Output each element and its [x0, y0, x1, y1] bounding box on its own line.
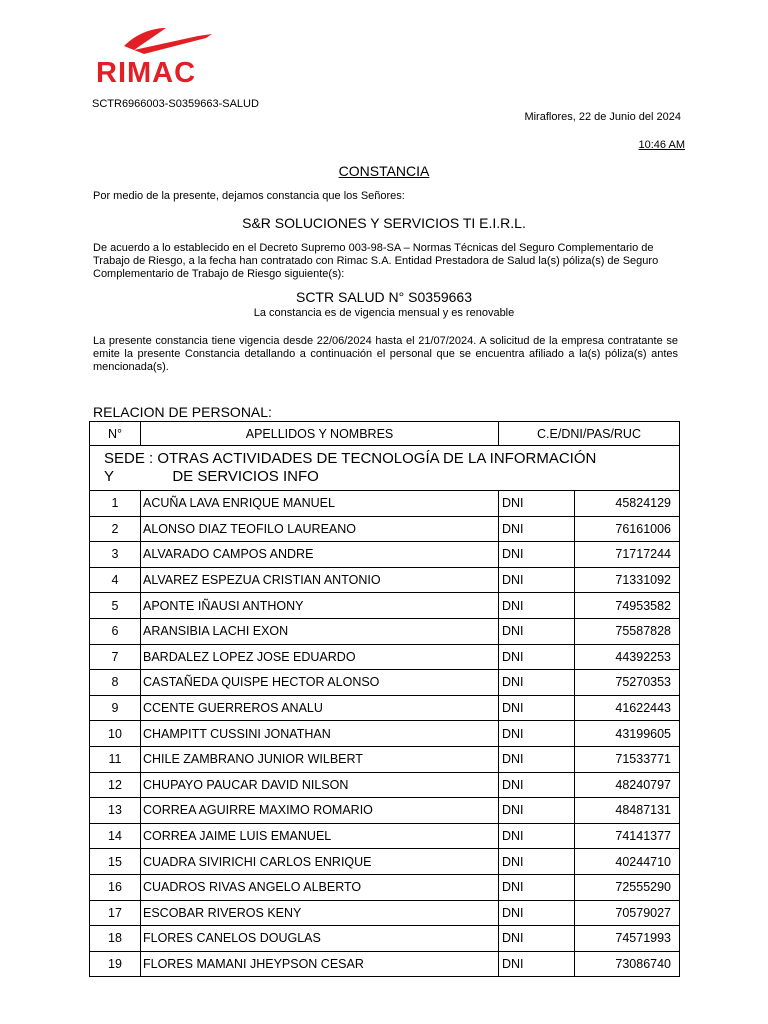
row-doc-id: 48487131 — [575, 798, 680, 824]
row-number: 8 — [90, 670, 141, 696]
row-doc-type: DNI — [499, 516, 575, 542]
row-name: FLORES MAMANI JHEYPSON CESAR — [141, 951, 499, 977]
relacion-label: RELACION DE PERSONAL: — [93, 404, 272, 420]
document-code: SCTR6966003-S0359663-SALUD — [92, 98, 259, 110]
row-doc-type: DNI — [499, 593, 575, 619]
row-number: 16 — [90, 874, 141, 900]
row-number: 12 — [90, 772, 141, 798]
row-doc-type: DNI — [499, 772, 575, 798]
row-doc-id: 72555290 — [575, 874, 680, 900]
row-number: 1 — [90, 491, 141, 517]
row-doc-type: DNI — [499, 644, 575, 670]
row-doc-type: DNI — [499, 926, 575, 952]
row-name: ACUÑA LAVA ENRIQUE MANUEL — [141, 491, 499, 517]
policy-number: SCTR SALUD N° S0359663 — [295, 289, 472, 305]
table-row — [90, 772, 680, 798]
row-doc-id: 73086740 — [575, 951, 680, 977]
header-name: APELLIDOS Y NOMBRES — [141, 422, 499, 446]
row-doc-type: DNI — [499, 900, 575, 926]
row-number: 10 — [90, 721, 141, 747]
header-num: N° — [90, 422, 141, 446]
row-doc-id: 71331092 — [575, 567, 680, 593]
row-doc-type: DNI — [499, 951, 575, 977]
row-number: 11 — [90, 746, 141, 772]
row-doc-id: 71533771 — [575, 746, 680, 772]
row-name: CCENTE GUERREROS ANALU — [141, 695, 499, 721]
row-number: 9 — [90, 695, 141, 721]
row-number: 14 — [90, 823, 141, 849]
row-name: ALVARADO CAMPOS ANDRE — [141, 542, 499, 568]
vigencia-note: La constancia es de vigencia mensual y es renovable — [253, 307, 515, 319]
row-number: 13 — [90, 798, 141, 824]
row-doc-id: 41622443 — [575, 695, 680, 721]
row-name: ESCOBAR RIVEROS KENY — [141, 900, 499, 926]
row-doc-type: DNI — [499, 746, 575, 772]
table-row — [90, 644, 680, 670]
row-doc-type: DNI — [499, 721, 575, 747]
row-doc-type: DNI — [499, 849, 575, 875]
table-row — [90, 926, 680, 952]
logo-wordmark: RIMAC — [96, 57, 197, 88]
table-row — [90, 695, 680, 721]
row-name: APONTE IÑAUSI ANTHONY — [141, 593, 499, 619]
row-name: ARANSIBIA LACHI EXON — [141, 618, 499, 644]
issue-time: 10:46 AM — [638, 139, 685, 151]
row-doc-type: DNI — [499, 618, 575, 644]
sede-label: SEDE : OTRAS ACTIVIDADES DE TECNOLOGÍA DE LA INFORMACIÓN Y DE SERVICIOS INFO — [104, 450, 597, 485]
table-row — [90, 874, 680, 900]
logo-swoosh-icon — [124, 28, 212, 54]
row-doc-id: 45824129 — [575, 491, 680, 517]
row-doc-id: 75270353 — [575, 670, 680, 696]
row-number: 19 — [90, 951, 141, 977]
legal-text: De acuerdo a lo establecido en el Decreto Supremo 003-98-SA – Normas Técnicas del Seguro Complementario de Trabajo de Riesgo, a la fecha han contratado con Rimac S.A. Entidad Prestadora de Salud la(s) póliza(s) de Seguro Complementario de Trabajo de Riesgo siguiente(s): — [93, 242, 659, 280]
row-name: CUADROS RIVAS ANGELO ALBERTO — [141, 874, 499, 900]
row-doc-type: DNI — [499, 491, 575, 517]
row-doc-id: 43199605 — [575, 721, 680, 747]
row-doc-type: DNI — [499, 695, 575, 721]
row-doc-id: 48240797 — [575, 772, 680, 798]
row-doc-id: 71717244 — [575, 542, 680, 568]
table-header-row — [90, 422, 680, 446]
row-number: 5 — [90, 593, 141, 619]
row-doc-id: 74953582 — [575, 593, 680, 619]
table-row — [90, 849, 680, 875]
validity-text: La presente constancia tiene vigencia desde 22/06/2024 hasta el 21/07/2024. A solicitud de la empresa contratante se emite la presente Constancia detallando a continuación el personal que se encuentra afiliado a la(s) póliza(s) antes mencionada(s). — [93, 335, 678, 373]
row-doc-type: DNI — [499, 798, 575, 824]
row-doc-id: 76161006 — [575, 516, 680, 542]
row-doc-id: 44392253 — [575, 644, 680, 670]
row-doc-type: DNI — [499, 670, 575, 696]
row-number: 6 — [90, 618, 141, 644]
table-row — [90, 542, 680, 568]
row-name: CASTAÑEDA QUISPE HECTOR ALONSO — [141, 670, 499, 696]
table-row — [90, 593, 680, 619]
table-row — [90, 491, 680, 517]
row-doc-id: 75587828 — [575, 618, 680, 644]
row-number: 17 — [90, 900, 141, 926]
row-doc-type: DNI — [499, 823, 575, 849]
table-row — [90, 567, 680, 593]
table-row — [90, 798, 680, 824]
table-row — [90, 516, 680, 542]
row-doc-id: 74141377 — [575, 823, 680, 849]
header-id: C.E/DNI/PAS/RUC — [499, 422, 680, 446]
row-number: 4 — [90, 567, 141, 593]
row-name: CHILE ZAMBRANO JUNIOR WILBERT — [141, 746, 499, 772]
row-number: 7 — [90, 644, 141, 670]
table-row — [90, 900, 680, 926]
table-row — [90, 618, 680, 644]
table-row — [90, 951, 680, 977]
row-name: CHUPAYO PAUCAR DAVID NILSON — [141, 772, 499, 798]
row-name: BARDALEZ LOPEZ JOSE EDUARDO — [141, 644, 499, 670]
sede-row — [90, 446, 680, 491]
place-date: Miraflores, 22 de Junio del 2024 — [524, 111, 681, 123]
row-name: ALVAREZ ESPEZUA CRISTIAN ANTONIO — [141, 567, 499, 593]
row-doc-id: 74571993 — [575, 926, 680, 952]
table-row — [90, 746, 680, 772]
row-number: 2 — [90, 516, 141, 542]
row-doc-id: 40244710 — [575, 849, 680, 875]
intro-text: Por medio de la presente, dejamos constancia que los Señores: — [93, 190, 405, 202]
row-name: FLORES CANELOS DOUGLAS — [141, 926, 499, 952]
table-row — [90, 670, 680, 696]
row-doc-type: DNI — [499, 874, 575, 900]
row-doc-id: 70579027 — [575, 900, 680, 926]
row-number: 18 — [90, 926, 141, 952]
row-name: CHAMPITT CUSSINI JONATHAN — [141, 721, 499, 747]
row-name: CUADRA SIVIRICHI CARLOS ENRIQUE — [141, 849, 499, 875]
row-number: 3 — [90, 542, 141, 568]
personnel-table — [89, 421, 680, 977]
row-name: CORREA AGUIRRE MAXIMO ROMARIO — [141, 798, 499, 824]
table-row — [90, 823, 680, 849]
row-number: 15 — [90, 849, 141, 875]
rimac-logo — [94, 24, 234, 88]
row-name: CORREA JAIME LUIS EMANUEL — [141, 823, 499, 849]
row-name: ALONSO DIAZ TEOFILO LAUREANO — [141, 516, 499, 542]
company-name: S&R SOLUCIONES Y SERVICIOS TI E.I.R.L. — [242, 215, 526, 231]
document-title: CONSTANCIA — [338, 163, 430, 179]
table-row — [90, 721, 680, 747]
row-doc-type: DNI — [499, 567, 575, 593]
row-doc-type: DNI — [499, 542, 575, 568]
